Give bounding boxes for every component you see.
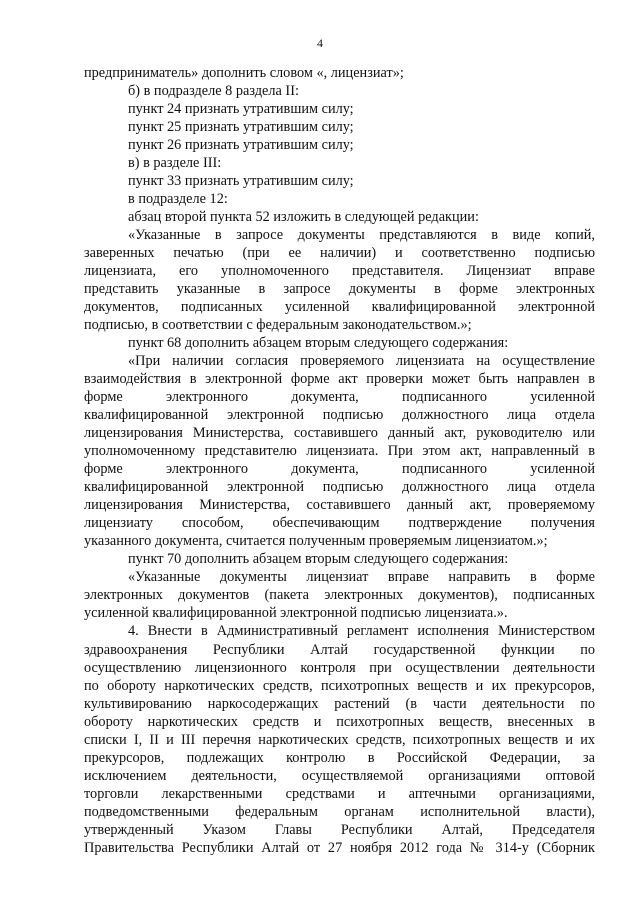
- text-line: лицензиата, его уполномоченного представителя. Лицензиат вправе: [84, 263, 595, 280]
- text-line: по обороту наркотических средств, психотропных веществ и их прекурсоров,: [84, 677, 595, 694]
- text-line: лицензирования Министерства, составившего данный акт, руководителю или: [84, 425, 595, 442]
- text-line: пункт 24 признать утратившим силу;: [128, 101, 354, 118]
- text-line: «Указанные документы лицензиат вправе направить в форме: [128, 569, 595, 586]
- text-line: прекурсоров, подлежащих контролю в Российской Федерации, за: [84, 749, 595, 766]
- text-line: пункт 68 дополнить абзацем вторым следующего содержания:: [128, 335, 509, 352]
- text-line: «При наличии согласия проверяемого лицензиата на осуществление: [128, 353, 595, 370]
- text-line: подписью, в соответствии с федеральным законодательством.»;: [84, 317, 472, 334]
- text-line: списки I, II и III перечня наркотических средств, психотропных веществ и их: [84, 731, 595, 748]
- text-line: абзац второй пункта 52 изложить в следующей редакции:: [128, 209, 479, 226]
- text-line: осуществлению лицензионного контроля при осуществлении деятельности: [84, 659, 595, 676]
- text-line: форме электронного документа, подписанного усиленной: [84, 389, 595, 406]
- text-line: б) в подразделе 8 раздела II:: [128, 83, 299, 100]
- text-line: квалифицированной электронной подписью должностного лица отдела: [84, 407, 595, 424]
- text-line: пункт 25 признать утратившим силу;: [128, 119, 354, 136]
- text-line: пункт 33 признать утратившим силу;: [128, 173, 354, 190]
- text-line: уполномоченному представителю лицензиата. При этом акт, направленный в: [84, 443, 595, 460]
- text-line: документов, подписанных усиленной квалифицированной электронной: [84, 299, 595, 316]
- text-line: культивированию наркосодержащих растений (в части деятельности по: [84, 695, 595, 712]
- text-line: квалифицированной электронной подписью должностного лица отдела: [84, 479, 595, 496]
- text-line: предприниматель» дополнить словом «, лицензиат»;: [84, 65, 404, 81]
- text-line: взаимодействия в электронной форме акт проверки может быть направлен в: [84, 371, 595, 388]
- text-line: лицензиату способом, обеспечивающим подтверждение получения: [84, 515, 595, 532]
- text-line: усиленной квалифицированной электронной подписью лицензиата.».: [84, 605, 508, 622]
- text-line: пункт 26 признать утратившим силу;: [128, 137, 354, 154]
- text-line: «Указанные в запросе документы представляются в виде копий,: [128, 227, 595, 244]
- text-line: указанного документа, считается полученным проверяемым лицензиатом.»;: [84, 533, 548, 550]
- text-line: лицензирования Министерства, составившего данный акт, проверяемому: [84, 497, 595, 514]
- text-line: форме электронного документа, подписанного усиленной: [84, 461, 595, 478]
- text-line: здравоохранения Республики Алтай государственной функции по: [84, 641, 595, 658]
- page-number: 4: [317, 36, 323, 50]
- text-line: утвержденный Указом Главы Республики Алтай, Председателя: [84, 821, 595, 838]
- text-line: в) в разделе III:: [128, 155, 222, 172]
- text-line: обороту наркотических средств и психотропных веществ, внесенных в: [84, 713, 595, 730]
- text-line: подведомственными федеральным органам исполнительной власти),: [84, 803, 595, 820]
- text-line: исключением деятельности, осуществляемой организациями оптовой: [84, 767, 595, 784]
- text-line: Правительства Республики Алтай от 27 ноября 2012 года № 314-у (Сборник: [84, 839, 595, 856]
- text-line: электронных документов (пакета электронных документов), подписанных: [84, 587, 595, 604]
- text-line: заверенных печатью (при ее наличии) и соответственно подписью: [84, 245, 595, 262]
- document-body: [84, 64, 595, 857]
- text-line: представить указанные в запросе документы в форме электронных: [84, 281, 595, 298]
- text-line: 4. Внести в Административный регламент исполнения Министерством: [128, 623, 595, 640]
- text-line: в подразделе 12:: [128, 191, 228, 208]
- text-line: пункт 70 дополнить абзацем вторым следующего содержания:: [128, 551, 509, 568]
- text-line: торговли лекарственными средствами и аптечными организациями,: [84, 785, 595, 802]
